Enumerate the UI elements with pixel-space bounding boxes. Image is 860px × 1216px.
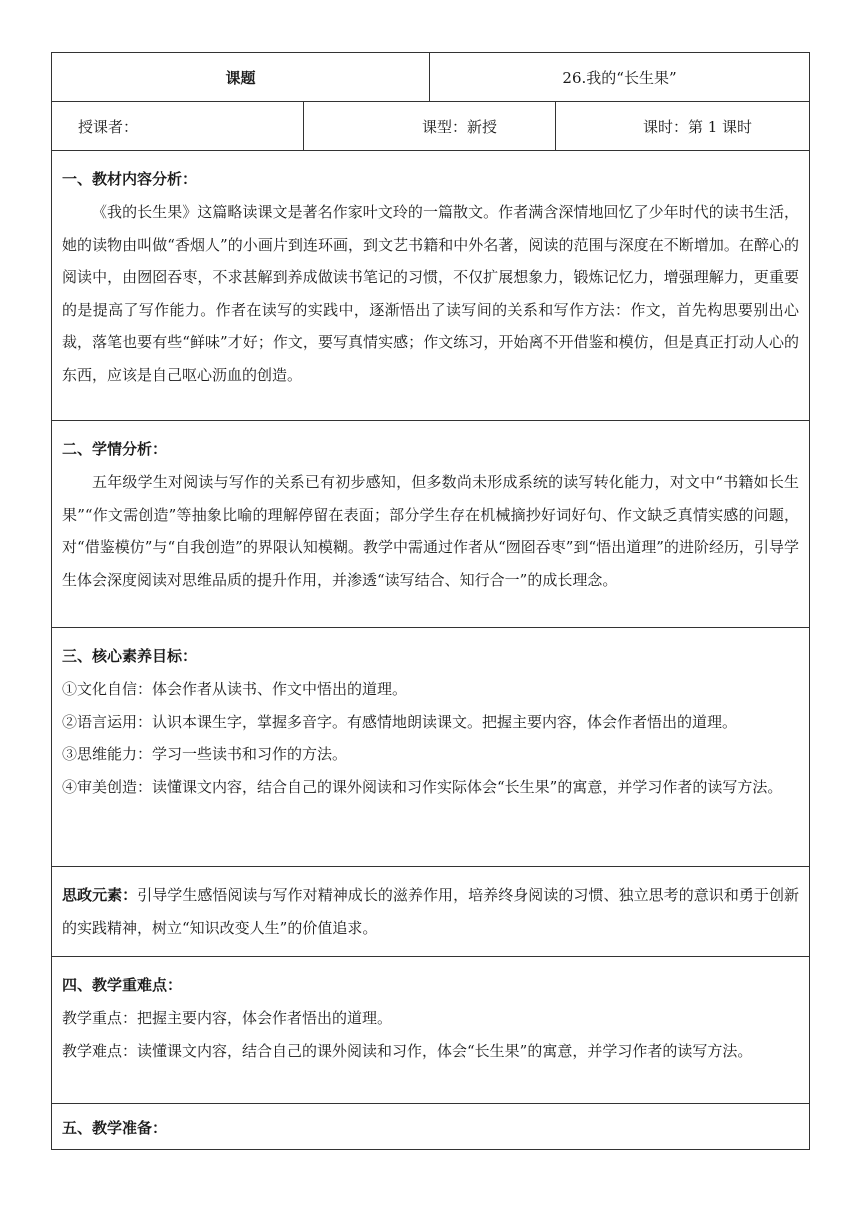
section-heading: 三、核心素养目标： [62,647,198,665]
section-ideology [52,867,810,957]
goal-item: ③思维能力：学习一些读书和习作的方法。 [62,745,348,763]
topic-row [52,53,810,102]
section-body: 《我的长生果》这篇略读课文是著名作家叶文玲的一篇散文。作者满含深情地回忆了少年时代的读书生活，她的读物由叫做“香烟人”的小画片到连环画，到文艺书籍和中外名著，阅读的范围与深度在不断增加。在醉心的阅读中，由囫囵吞枣，不求甚解到养成做读书笔记的习惯，不仅扩展想象力，锻炼记忆力，增强理解力，更重要的是提高了写作能力。作者在读写的实践中，逐渐悟出了读写间的关系和写作方法：作文，首先构思要别出心裁，落笔也要有些“鲜味”才好；作文，要写真情实感；作文练习，开始离不开借鉴和模仿，但是真正打动人心的东西，应该是自己呕心沥血的创造。 [62,203,800,384]
section-heading: 二、学情分析： [62,440,168,458]
difficulty-item: 教学难点：读懂课文内容，结合自己的课外阅读和习作，体会“长生果”的寓意，并学习作者的读写方法。 [62,1041,753,1060]
topic-label: 课题 [52,53,430,102]
section-heading: 一、教材内容分析： [62,170,198,188]
goal-item: ④审美创造：读懂课文内容，结合自己的课外阅读和习作实际体会“长生果”的寓意，并学习作者的读写方法。 [62,777,783,796]
section-preparation [52,1104,810,1150]
goal-item: ①文化自信：体会作者从读书、作文中悟出的道理。 [62,680,408,698]
key-point-item: 教学重点：把握主要内容，体会作者悟出的道理。 [62,1009,393,1027]
ideology-text [62,879,799,944]
topic-value: 26.我的“长生果” [430,53,810,102]
lesson-hours-cell: 课时：第 1 课时 [556,102,810,151]
section-core-goals [52,628,810,867]
teacher-cell: 授课者： [52,102,304,151]
section-heading: 四、教学重难点： [62,976,183,994]
ideology-body: 引导学生感悟阅读与写作对精神成长的滋养作用，培养终身阅读的习惯、独立思考的意识和勇于创新的实践精神，树立“知识改变人生”的价值追求。 [62,886,800,937]
section-heading: 五、教学准备： [62,1119,168,1137]
lesson-plan-table [51,52,810,1150]
section-student-analysis [52,421,810,628]
goal-item: ②语言运用：认识本课生字，掌握多音字。有感情地朗读课文。把握主要内容，体会作者悟出的道理。 [62,712,738,731]
section-material-analysis [52,151,810,421]
lesson-type-cell: 课型：新授 [304,102,556,151]
lesson-info-row [52,102,810,151]
section-body: 五年级学生对阅读与写作的关系已有初步感知，但多数尚未形成系统的读写转化能力，对文中“书籍如长生果”“作文需创造”等抽象比喻的理解停留在表面；部分学生存在机械摘抄好词好句、作文缺乏真情实感的问题，对“借鉴模仿”与“自我创造”的界限认知模糊。教学中需通过作者从“囫囵吞枣”到“悟出道理”的进阶经历，引导学生体会深度阅读对思维品质的提升作用，并渗透“读写结合、知行合一”的成长理念。 [62,473,800,589]
section-key-difficulties [52,957,810,1104]
ideology-heading: 思政元素： [62,886,138,904]
